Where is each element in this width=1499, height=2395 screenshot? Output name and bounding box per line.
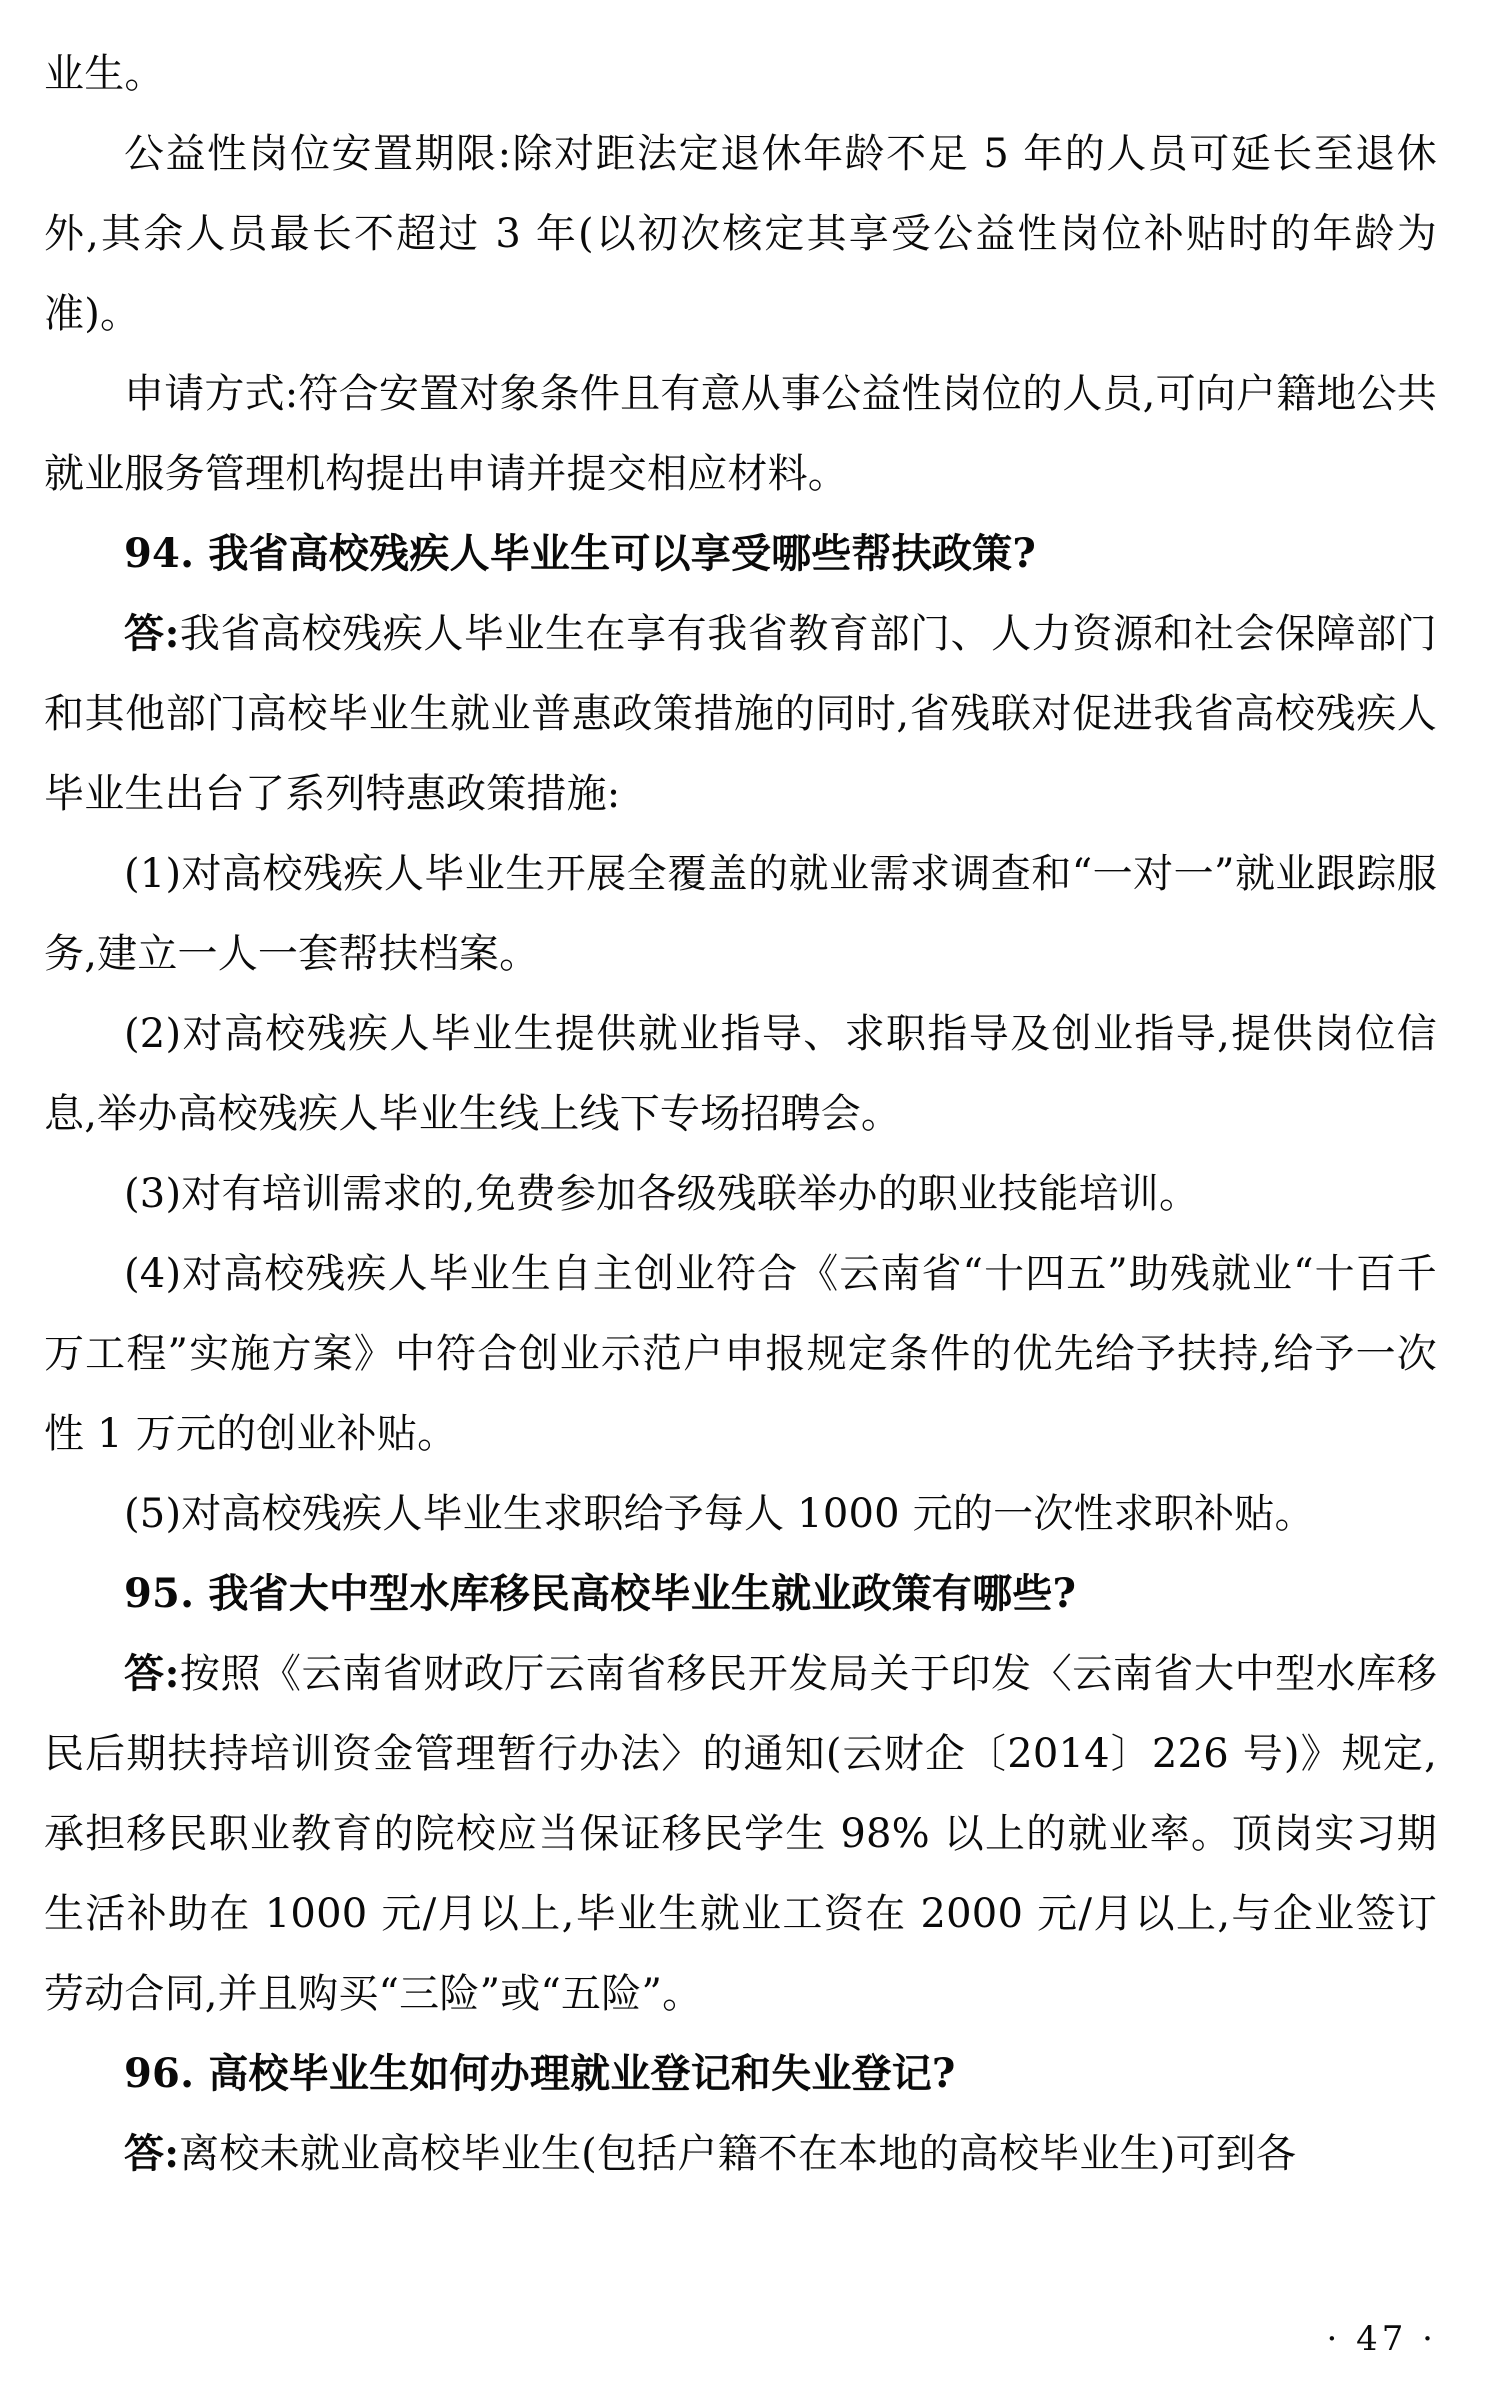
answer-96 — [44, 2114, 1437, 2194]
answer-item-94-5: (5)对高校残疾人毕业生求职给予每人 1000 元的一次性求职补贴。 — [124, 1491, 1315, 1537]
answer-body-95: 按照《云南省财政厅云南省移民开发局关于印发〈云南省大中型水库移民后期扶持培训资金管理暂行办法〉的通知(云财企〔2014〕226 号)》规定,承担移民职业教育的院校应当保证移民学生 98% 以上的就业率。顶岗实习期生活补助在 1000 元/月以上,毕业生就业工资在 2000 元/月以上,与企业签订劳动合同,并且购买“三险”或“五险”。 — [44, 1651, 1437, 2017]
answer-item-94-4: (4)对高校残疾人毕业生自主创业符合《云南省“十四五”助残就业“十百千万工程”实施方案》中符合创业示范户申报规定条件的优先给予扶持,给予一次性 1 万元的创业补贴。 — [44, 1251, 1437, 1457]
page-number: · 47 · — [1326, 2319, 1437, 2359]
page-footer — [0, 2319, 1437, 2359]
answer-lead-95: 答: — [124, 1650, 180, 1697]
question-title-94: 94. 我省高校残疾人毕业生可以享受哪些帮扶政策? — [124, 530, 1036, 577]
answer-item-94-3: (3)对有培训需求的,免费参加各级残联举办的职业技能培训。 — [124, 1171, 1200, 1217]
answer-body-94: 我省高校残疾人毕业生在享有我省教育部门、人力资源和社会保障部门和其他部门高校毕业生就业普惠政策措施的同时,省残联对促进我省高校残疾人毕业生出台了系列特惠政策措施: — [44, 611, 1437, 817]
page-body — [44, 34, 1437, 2194]
paragraph-continued: 业生。 — [44, 51, 165, 97]
answer-body-96: 离校未就业高校毕业生(包括户籍不在本地的高校毕业生)可到各 — [179, 2131, 1297, 2177]
question-title-95: 95. 我省大中型水库移民高校毕业生就业政策有哪些? — [124, 1570, 1077, 1617]
answer-lead-94: 答: — [124, 610, 180, 657]
paragraph-public-welfare-term: 公益性岗位安置期限:除对距法定退休年龄不足 5 年的人员可延长至退休外,其余人员最长不超过 3 年(以初次核定其享受公益性岗位补贴时的年龄为准)。 — [44, 131, 1437, 337]
answer-lead-96: 答: — [124, 2130, 180, 2177]
question-title-96: 96. 高校毕业生如何办理就业登记和失业登记? — [124, 2050, 956, 2097]
paragraph-application-method: 申请方式:符合安置对象条件且有意从事公益性岗位的人员,可向户籍地公共就业服务管理机构提出申请并提交相应材料。 — [44, 371, 1437, 497]
answer-94 — [44, 594, 1437, 834]
answer-item-94-2: (2)对高校残疾人毕业生提供就业指导、求职指导及创业指导,提供岗位信息,举办高校残疾人毕业生线上线下专场招聘会。 — [44, 1011, 1437, 1137]
answer-95 — [44, 1634, 1437, 2034]
answer-item-94-1: (1)对高校残疾人毕业生开展全覆盖的就业需求调查和“一对一”就业跟踪服务,建立一人一套帮扶档案。 — [44, 851, 1437, 977]
